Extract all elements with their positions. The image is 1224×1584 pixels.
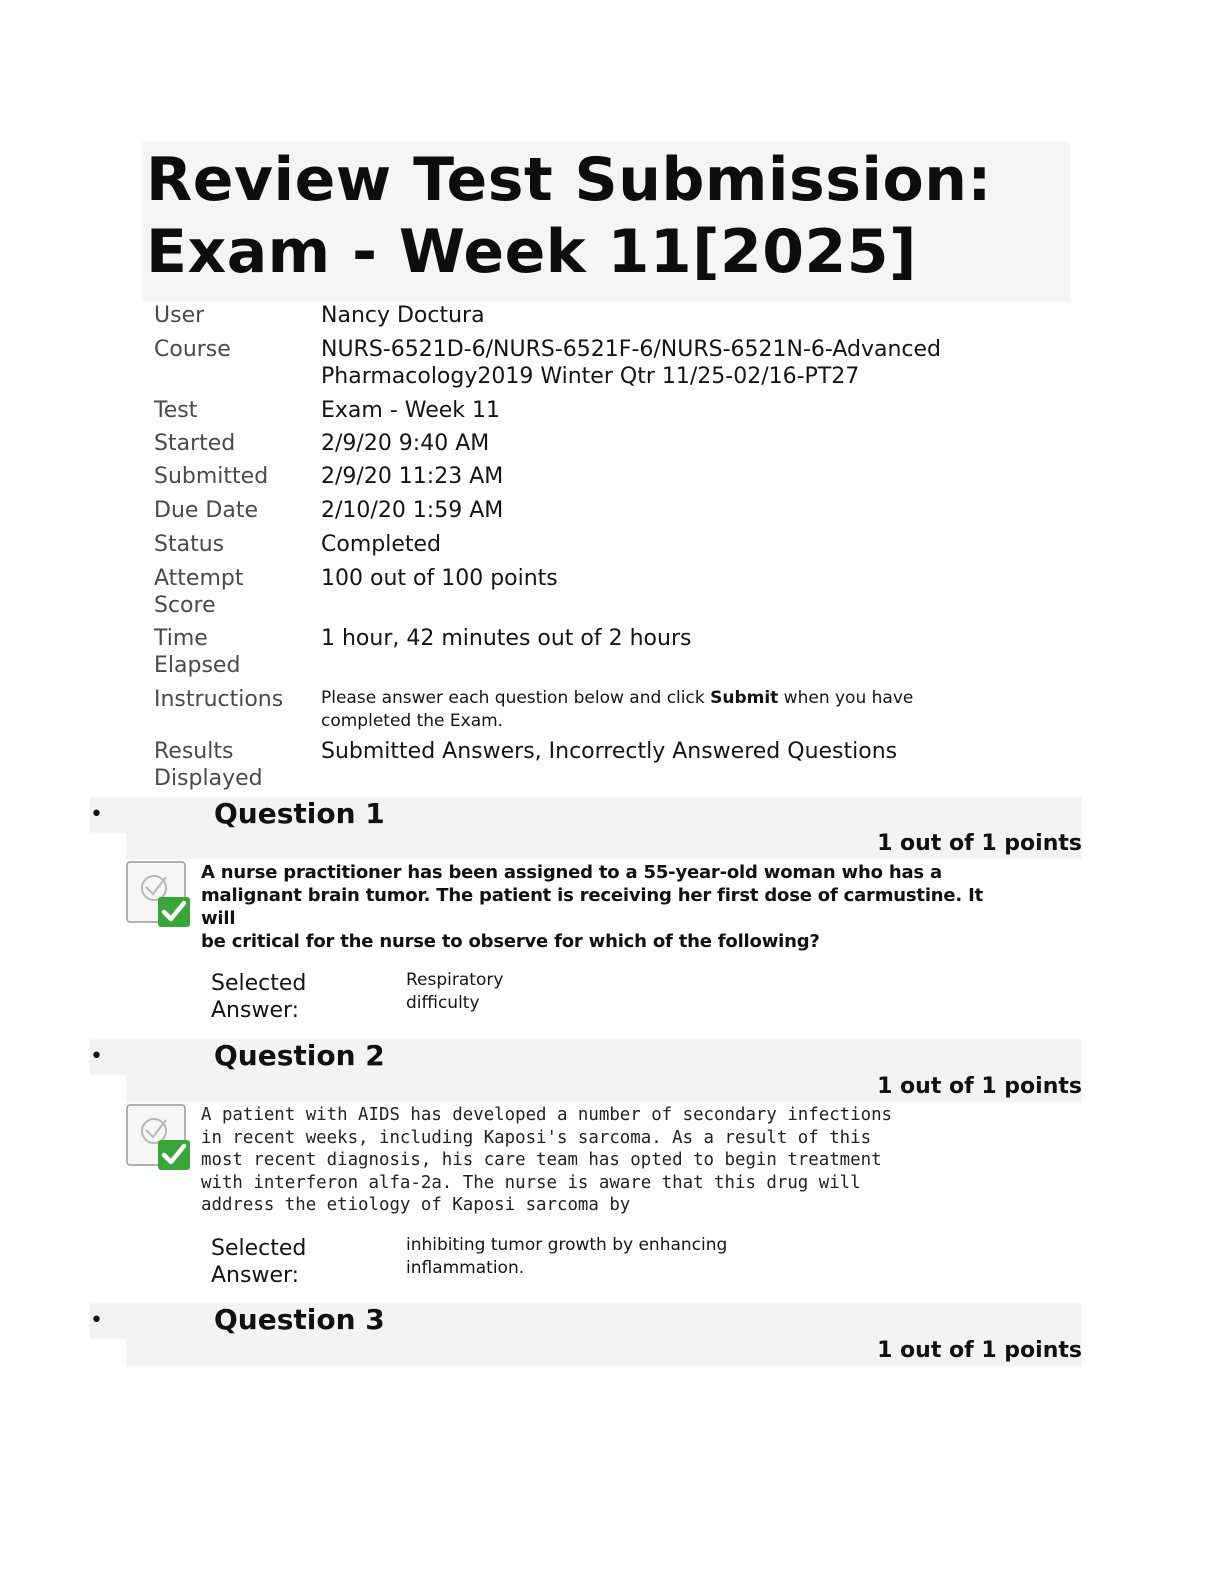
question-2-bullet: • [90,1044,103,1069]
instructions-text-line2: completed the Exam. [321,711,504,731]
selected-label-line1: Selected [211,1236,307,1261]
question-2-text [201,1104,1021,1217]
question-2-text-line5: address the etiology of Kaposi sarcoma by [201,1195,631,1215]
question-3-points-bar [126,1338,1082,1366]
instructions-submit-keyword: Submit [710,688,779,708]
attempt-score-value: 100 out of 100 points [321,566,558,591]
attempt-score-label-line1: Attempt [154,566,244,591]
question-1-text-line3: be critical for the nurse to observe for which of the following? [201,931,820,952]
course-label: Course [154,337,231,362]
question-2-header [90,1039,1082,1075]
question-2-text-line1: A patient with AIDS has developed a number of secondary infections [201,1105,893,1125]
question-1-bullet: • [90,802,103,827]
status-label: Status [154,532,225,557]
question-1-text [201,861,1021,953]
question-2-selected-answer [406,1234,806,1280]
test-label: Test [154,398,198,423]
question-2-points: 1 out of 1 points [877,1074,1082,1099]
question-1-text-line1: A nurse practitioner has been assigned to a 55-year-old woman who has a [201,862,942,883]
due-date-label: Due Date [154,498,258,523]
correct-checkmark-icon [126,1104,192,1170]
question-1-points: 1 out of 1 points [877,831,1082,856]
started-label: Started [154,431,236,456]
selected-answer-line1: Respiratory [406,970,504,990]
time-elapsed-label-line1: Time [154,626,208,651]
question-3-header [90,1303,1082,1339]
course-value-line1: NURS-6521D-6/NURS-6521F-6/NURS-6521N-6-Advanced [321,337,942,362]
user-value: Nancy Doctura [321,303,485,328]
instructions-value [321,687,1041,733]
results-displayed-value: Submitted Answers, Incorrectly Answered Questions [321,739,898,764]
time-elapsed-label-line2: Elapsed [154,653,241,678]
test-value: Exam - Week 11 [321,398,501,423]
submitted-label: Submitted [154,464,269,489]
question-2-text-line2: in recent weeks, including Kaposi's sarcoma. As a result of this [201,1127,872,1148]
question-3-title: Question 3 [214,1303,385,1336]
correct-checkmark-icon [126,861,192,927]
question-1-points-bar [126,831,1082,859]
question-1-text-line2: malignant brain tumor. The patient is receiving her first dose of carmustine. It will [201,885,984,929]
results-displayed-label [154,738,304,792]
course-value-line2: Pharmacology2019 Winter Qtr 11/25-02/16-PT27 [321,364,860,389]
user-label: User [154,303,205,328]
page-title [146,144,992,288]
attempt-score-label [154,565,304,619]
question-1-selected-label [211,970,371,1024]
instructions-text-pre: Please answer each question below and click [321,688,711,708]
question-1-selected-answer [406,969,806,1015]
selected-label-line1: Selected [211,971,307,996]
question-2-text-line4: with interferon alfa-2a. The nurse is aware that this drug will [201,1172,861,1193]
page-title-line2: Exam - Week 11[2025] [146,217,917,287]
attempt-score-label-line2: Score [154,593,216,618]
page-header [142,142,1070,302]
started-value: 2/9/20 9:40 AM [321,431,490,456]
question-3-bullet: • [90,1308,103,1333]
submitted-value: 2/9/20 11:23 AM [321,464,504,489]
selected-answer-line2: difficulty [406,993,480,1013]
question-2-text-line3: most recent diagnosis, his care team has opted to begin treatment [201,1150,882,1170]
results-displayed-label-line1: Results [154,739,234,764]
question-2-selected-label [211,1235,371,1289]
results-displayed-label-line2: Displayed [154,766,263,791]
page-title-line1: Review Test Submission: [146,145,992,215]
due-date-value: 2/10/20 1:59 AM [321,498,504,523]
time-elapsed-value: 1 hour, 42 minutes out of 2 hours [321,626,692,651]
question-1-title: Question 1 [214,797,385,830]
time-elapsed-label [154,625,304,679]
question-3-points: 1 out of 1 points [877,1338,1082,1363]
question-2-points-bar [126,1074,1082,1102]
instructions-label: Instructions [154,687,284,712]
selected-answer-line1: inhibiting tumor growth by enhancing [406,1235,728,1255]
instructions-text-post: when you have [778,688,914,708]
selected-answer-line2: inflammation. [406,1258,525,1278]
question-1-header [90,797,1082,833]
status-value: Completed [321,532,441,557]
selected-label-line2: Answer: [211,998,300,1023]
question-2-title: Question 2 [214,1039,385,1072]
selected-label-line2: Answer: [211,1263,300,1288]
course-value [321,336,1041,390]
